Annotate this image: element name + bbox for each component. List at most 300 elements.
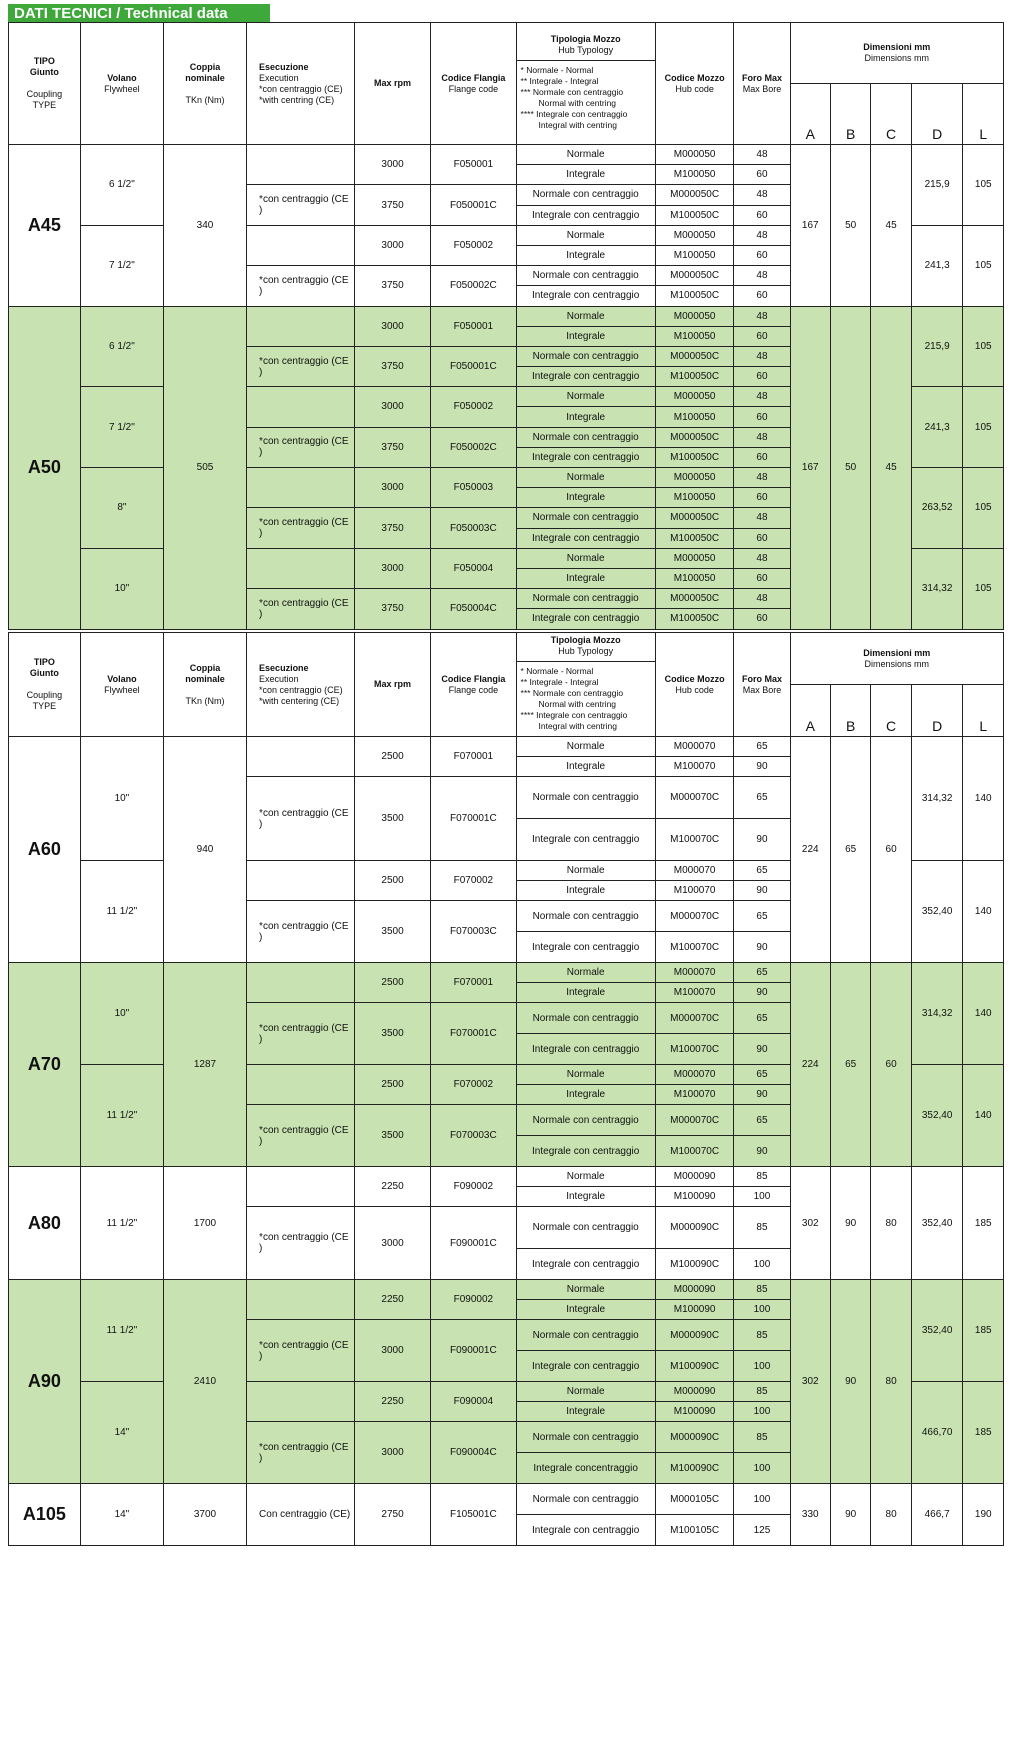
max-bore: 65 [734, 1065, 790, 1085]
hub-typology: Integrale [516, 983, 655, 1003]
header-tipologia-mozzo [516, 633, 655, 737]
max-bore: 60 [734, 609, 790, 629]
hub-typology: Integrale con centraggio [516, 367, 655, 387]
nominal-torque: 2410 [163, 1280, 246, 1484]
header-dimensioni [790, 23, 1003, 84]
header-esecuzione-line: *con centraggio (CE) [259, 684, 343, 695]
header-tipologia-title [517, 32, 655, 61]
dim-d: 352,40 [911, 1167, 963, 1280]
header-dimensioni-line: Dimensioni mm [863, 647, 931, 658]
hub-typology: Integrale concentraggio [516, 1453, 655, 1484]
header-esecuzione-line: Execution [259, 673, 299, 684]
execution: *con centraggio (CE ) [247, 1422, 355, 1484]
max-rpm: 2500 [354, 737, 430, 777]
max-bore: 65 [734, 901, 790, 932]
max-bore: 48 [734, 225, 790, 245]
execution [247, 468, 355, 508]
hub-code: M100070C [655, 1034, 734, 1065]
hub-typology: Integrale con centraggio [516, 205, 655, 225]
hub-code: M000050 [655, 225, 734, 245]
hub-code: M100090 [655, 1300, 734, 1320]
execution: *con centraggio (CE ) [247, 346, 355, 386]
execution [247, 1382, 355, 1422]
execution: *con centraggio (CE ) [247, 1003, 355, 1065]
flywheel-size: 11 1/2" [80, 1167, 163, 1280]
flange-code: F090002 [431, 1167, 516, 1207]
dim-a: 302 [790, 1167, 830, 1280]
max-rpm: 2500 [354, 963, 430, 1003]
dim-d: 314,32 [911, 548, 963, 629]
max-bore: 48 [734, 306, 790, 326]
dim-b: 90 [830, 1167, 870, 1280]
hub-typology: Normale con centraggio [516, 346, 655, 366]
dim-label-c: C [871, 84, 911, 145]
max-rpm: 3750 [354, 508, 430, 548]
max-rpm: 2250 [354, 1280, 430, 1320]
dim-c: 80 [871, 1280, 911, 1484]
flywheel-size: 14" [80, 1382, 163, 1484]
header-foro-max-line: Foro Max [741, 72, 782, 83]
hub-code: M100070 [655, 881, 734, 901]
hub-code: M100090 [655, 1187, 734, 1207]
flange-code: F070002 [431, 1065, 516, 1105]
hub-code: M100070 [655, 983, 734, 1003]
max-rpm: 3000 [354, 387, 430, 427]
header-codice-flangia-line: Flange code [448, 684, 499, 695]
hub-code: M000050C [655, 346, 734, 366]
flywheel-size: 7 1/2" [80, 387, 163, 468]
max-rpm: 3000 [354, 225, 430, 265]
max-bore: 125 [734, 1515, 790, 1546]
technical-data-table-1 [8, 22, 1004, 630]
dim-a: 224 [790, 737, 830, 963]
header-coppia-line: TKn (Nm) [185, 94, 225, 105]
max-bore: 85 [734, 1382, 790, 1402]
flywheel-size: 11 1/2" [80, 1280, 163, 1382]
dim-d: 466,7 [911, 1484, 963, 1546]
hub-typology: Normale con centraggio [516, 1484, 655, 1515]
execution [247, 963, 355, 1003]
max-rpm: 3750 [354, 185, 430, 225]
header-row [9, 23, 1004, 84]
dim-c: 60 [871, 963, 911, 1167]
max-rpm: 2250 [354, 1382, 430, 1422]
flywheel-size: 8" [80, 468, 163, 549]
dim-l: 140 [963, 1065, 1004, 1167]
hub-code: M100070 [655, 1085, 734, 1105]
dim-d: 215,9 [911, 145, 963, 226]
max-bore: 60 [734, 245, 790, 265]
hub-code: M100050 [655, 326, 734, 346]
hub-legend-item: *** Normale con centraggio [520, 87, 624, 97]
hub-code: M100050 [655, 568, 734, 588]
hub-typology: Integrale con centraggio [516, 1136, 655, 1167]
hub-legend [517, 662, 655, 736]
dim-b: 50 [830, 145, 870, 307]
dim-l: 185 [963, 1167, 1004, 1280]
header-codice-mozzo [655, 633, 734, 737]
hub-typology: Normale [516, 306, 655, 326]
hub-typology: Normale con centraggio [516, 185, 655, 205]
max-bore: 65 [734, 1003, 790, 1034]
dim-l: 185 [963, 1382, 1004, 1484]
header-max-rpm [354, 23, 430, 145]
max-bore: 48 [734, 266, 790, 286]
max-bore: 60 [734, 407, 790, 427]
hub-typology: Normale con centraggio [516, 508, 655, 528]
header-volano [80, 23, 163, 145]
max-bore: 85 [734, 1207, 790, 1249]
hub-typology: Integrale [516, 757, 655, 777]
hub-typology: Normale [516, 963, 655, 983]
hub-typology: Normale con centraggio [516, 1207, 655, 1249]
dim-c: 80 [871, 1167, 911, 1280]
hub-code: M100050C [655, 447, 734, 467]
header-codice-flangia [431, 23, 516, 145]
flange-code: F050003C [431, 508, 516, 548]
header-esecuzione-line: *with centering (CE) [259, 695, 340, 706]
dim-a: 167 [790, 145, 830, 307]
header-coppia-line: Coppia [189, 61, 221, 72]
flywheel-size: 10" [80, 737, 163, 861]
hub-typology: Integrale [516, 1300, 655, 1320]
header-codice-mozzo [655, 23, 734, 145]
dim-c: 60 [871, 737, 911, 963]
hub-legend-item: ** Integrale - Integral [520, 76, 599, 86]
coupling-type: A45 [9, 145, 81, 307]
header-row [9, 633, 1004, 685]
hub-typology: Normale con centraggio [516, 427, 655, 447]
header-dimensioni [790, 633, 1003, 685]
hub-legend-item: ** Integrale - Integral [520, 677, 599, 687]
hub-typology: Integrale [516, 488, 655, 508]
dim-d: 314,32 [911, 737, 963, 861]
execution [247, 387, 355, 427]
table-row [9, 306, 1004, 326]
execution [247, 548, 355, 588]
dim-c: 45 [871, 306, 911, 629]
flange-code: F090001C [431, 1320, 516, 1382]
execution: *con centraggio (CE ) [247, 185, 355, 225]
hub-code: M000050C [655, 427, 734, 447]
hub-typology: Integrale [516, 245, 655, 265]
flange-code: F050004 [431, 548, 516, 588]
max-bore: 65 [734, 777, 790, 819]
flange-code: F105001C [431, 1484, 516, 1546]
header-max-rpm [354, 633, 430, 737]
header-foro-max-line: Max Bore [742, 83, 782, 94]
header-codice-flangia-line: Flange code [448, 83, 499, 94]
dim-a: 302 [790, 1280, 830, 1484]
hub-code: M000070 [655, 1065, 734, 1085]
hub-typology: Integrale [516, 568, 655, 588]
max-bore: 60 [734, 165, 790, 185]
header-tipo-line: TIPO [33, 56, 55, 66]
max-bore: 100 [734, 1402, 790, 1422]
flywheel-size: 10" [80, 548, 163, 629]
hub-code: M000050C [655, 508, 734, 528]
flywheel-size: 14" [80, 1484, 163, 1546]
dim-d: 241,3 [911, 387, 963, 468]
flange-code: F070003C [431, 1105, 516, 1167]
header-tipo [9, 633, 81, 737]
dim-label-c: C [871, 685, 911, 737]
hub-code: M100070C [655, 932, 734, 963]
hub-typology: Normale [516, 387, 655, 407]
dim-label-d: D [911, 685, 963, 737]
header-esecuzione-line: Esecuzione [259, 662, 309, 673]
hub-code: M000090C [655, 1207, 734, 1249]
header-tipologia-line: Hub Typology [558, 45, 614, 55]
header-coppia-line: TKn (Nm) [185, 695, 225, 706]
dim-b: 65 [830, 963, 870, 1167]
max-rpm: 3500 [354, 1003, 430, 1065]
header-coppia-line: nominale [185, 673, 225, 684]
hub-legend-item: * Normale - Normal [520, 65, 594, 75]
dim-label-a: A [790, 84, 830, 145]
header-foro-max [734, 633, 790, 737]
dim-b: 50 [830, 306, 870, 629]
header-max-rpm-line: Max rpm [374, 679, 412, 689]
dim-d: 352,40 [911, 1065, 963, 1167]
dim-l: 105 [963, 145, 1004, 226]
max-bore: 60 [734, 326, 790, 346]
flange-code: F050001C [431, 346, 516, 386]
header-tipo [9, 23, 81, 145]
hub-typology: Normale con centraggio [516, 589, 655, 609]
header-tipologia-line: Hub Typology [558, 646, 614, 656]
hub-typology: Normale con centraggio [516, 777, 655, 819]
hub-typology: Normale [516, 737, 655, 757]
coupling-type: A80 [9, 1167, 81, 1280]
dim-label-b: B [830, 685, 870, 737]
header-codice-flangia-line: Codice Flangia [441, 673, 506, 684]
max-bore: 48 [734, 468, 790, 488]
flange-code: F050002C [431, 266, 516, 306]
table-row [9, 963, 1004, 983]
max-bore: 48 [734, 387, 790, 407]
dim-c: 45 [871, 145, 911, 307]
execution: *con centraggio (CE ) [247, 777, 355, 861]
hub-code: M000050C [655, 185, 734, 205]
execution [247, 1065, 355, 1105]
dim-l: 105 [963, 548, 1004, 629]
header-tipo-line: TYPE [32, 701, 57, 711]
execution: *con centraggio (CE ) [247, 1105, 355, 1167]
hub-typology: Normale [516, 1280, 655, 1300]
header-codice-mozzo-line: Hub code [675, 684, 714, 695]
hub-code: M100050C [655, 609, 734, 629]
max-bore: 90 [734, 819, 790, 861]
hub-code: M100050C [655, 286, 734, 306]
coupling-type: A70 [9, 963, 81, 1167]
hub-typology: Integrale con centraggio [516, 1351, 655, 1382]
hub-code: M100050 [655, 488, 734, 508]
flange-code: F090001C [431, 1207, 516, 1280]
header-max-rpm-line: Max rpm [374, 78, 412, 88]
hub-code: M000070 [655, 737, 734, 757]
header-tipo-line: Giunto [29, 668, 59, 678]
max-bore: 60 [734, 447, 790, 467]
hub-typology: Normale [516, 468, 655, 488]
max-rpm: 3000 [354, 548, 430, 588]
hub-legend-item: *** Normale con centraggio [520, 688, 624, 698]
dim-d: 352,40 [911, 1280, 963, 1382]
nominal-torque: 1700 [163, 1167, 246, 1280]
max-rpm: 3500 [354, 1105, 430, 1167]
nominal-torque: 3700 [163, 1484, 246, 1546]
flange-code: F050002 [431, 225, 516, 265]
max-bore: 90 [734, 881, 790, 901]
hub-code: M100050C [655, 367, 734, 387]
execution: *con centraggio (CE ) [247, 1320, 355, 1382]
header-codice-mozzo-line: Codice Mozzo [664, 72, 725, 83]
table-row [9, 1167, 1004, 1187]
hub-code: M000090 [655, 1280, 734, 1300]
hub-typology: Normale [516, 1065, 655, 1085]
header-foro-max-line: Max Bore [742, 684, 782, 695]
flange-code: F090004 [431, 1382, 516, 1422]
flange-code: F050002C [431, 427, 516, 467]
dim-l: 190 [963, 1484, 1004, 1546]
hub-code: M100090 [655, 1402, 734, 1422]
dim-label-l: L [963, 685, 1004, 737]
hub-typology: Normale [516, 861, 655, 881]
hub-typology: Normale [516, 1167, 655, 1187]
max-bore: 60 [734, 286, 790, 306]
flange-code: F090002 [431, 1280, 516, 1320]
hub-code: M000050 [655, 145, 734, 165]
header-volano-line: Flywheel [104, 684, 140, 695]
max-bore: 90 [734, 932, 790, 963]
dim-l: 105 [963, 387, 1004, 468]
max-rpm: 3000 [354, 145, 430, 185]
hub-typology: Normale [516, 225, 655, 245]
max-bore: 48 [734, 589, 790, 609]
flywheel-size: 11 1/2" [80, 1065, 163, 1167]
header-coppia [163, 633, 246, 737]
header-codice-flangia-line: Codice Flangia [441, 72, 506, 83]
header-esecuzione-line: Execution [259, 72, 299, 83]
hub-legend-item: Integral with centring [538, 721, 617, 731]
hub-typology: Integrale con centraggio [516, 1034, 655, 1065]
execution [247, 737, 355, 777]
header-tipo-line: TIPO [33, 657, 55, 667]
hub-code: M000090 [655, 1382, 734, 1402]
hub-typology: Integrale [516, 881, 655, 901]
max-rpm: 2500 [354, 861, 430, 901]
header-coppia-line: Coppia [189, 662, 221, 673]
flywheel-size: 11 1/2" [80, 861, 163, 963]
header-volano-line: Volano [107, 72, 137, 83]
max-bore: 48 [734, 185, 790, 205]
flange-code: F050003 [431, 468, 516, 508]
max-bore: 85 [734, 1320, 790, 1351]
max-bore: 90 [734, 757, 790, 777]
max-bore: 85 [734, 1280, 790, 1300]
max-bore: 100 [734, 1300, 790, 1320]
hub-legend-item: **** Integrale con centraggio [520, 109, 628, 119]
dim-d: 263,52 [911, 468, 963, 549]
flywheel-size: 7 1/2" [80, 225, 163, 306]
hub-code: M100105C [655, 1515, 734, 1546]
header-tipo-line: TYPE [32, 100, 57, 110]
max-rpm: 2250 [354, 1167, 430, 1207]
dim-l: 185 [963, 1280, 1004, 1382]
flange-code: F070003C [431, 901, 516, 963]
flywheel-size: 10" [80, 963, 163, 1065]
max-bore: 48 [734, 548, 790, 568]
hub-code: M000070C [655, 1105, 734, 1136]
header-esecuzione-line: *with centring (CE) [259, 94, 335, 105]
max-bore: 100 [734, 1249, 790, 1280]
hub-typology: Normale con centraggio [516, 901, 655, 932]
execution: *con centraggio (CE ) [247, 1207, 355, 1280]
execution [247, 145, 355, 185]
nominal-torque: 340 [163, 145, 246, 307]
hub-code: M000105C [655, 1484, 734, 1515]
hub-typology: Integrale [516, 1187, 655, 1207]
max-rpm: 3500 [354, 901, 430, 963]
max-rpm: 3750 [354, 346, 430, 386]
max-bore: 100 [734, 1187, 790, 1207]
hub-typology: Normale con centraggio [516, 1105, 655, 1136]
header-tipologia-mozzo [516, 23, 655, 145]
dim-label-l: L [963, 84, 1004, 145]
dim-l: 105 [963, 468, 1004, 549]
execution [247, 861, 355, 901]
hub-typology: Normale [516, 1382, 655, 1402]
max-bore: 60 [734, 488, 790, 508]
hub-code: M000070 [655, 963, 734, 983]
max-rpm: 3750 [354, 589, 430, 629]
flange-code: F070001 [431, 737, 516, 777]
execution [247, 1167, 355, 1207]
header-volano [80, 633, 163, 737]
dim-label-a: A [790, 685, 830, 737]
hub-typology: Normale con centraggio [516, 1003, 655, 1034]
header-dimensioni-line: Dimensions mm [864, 53, 930, 63]
dim-a: 224 [790, 963, 830, 1167]
nominal-torque: 505 [163, 306, 246, 629]
max-rpm: 3000 [354, 1320, 430, 1382]
header-dimensioni-line: Dimensions mm [864, 658, 930, 669]
max-rpm: 3000 [354, 306, 430, 346]
table-row [9, 1280, 1004, 1300]
hub-code: M100090C [655, 1453, 734, 1484]
dim-d: 314,32 [911, 963, 963, 1065]
execution: Con centraggio (CE) [247, 1484, 355, 1546]
hub-code: M100070C [655, 819, 734, 861]
nominal-torque: 940 [163, 737, 246, 963]
header-codice-mozzo-line: Hub code [675, 83, 714, 94]
hub-typology: Integrale con centraggio [516, 286, 655, 306]
header-codice-flangia [431, 633, 516, 737]
header-esecuzione [247, 633, 355, 737]
dim-b: 90 [830, 1280, 870, 1484]
section-banner: DATI TECNICI / Technical data [8, 4, 270, 24]
flange-code: F050001 [431, 145, 516, 185]
max-bore: 60 [734, 568, 790, 588]
dim-l: 140 [963, 737, 1004, 861]
max-bore: 100 [734, 1484, 790, 1515]
header-esecuzione [247, 23, 355, 145]
max-rpm: 2500 [354, 1065, 430, 1105]
hub-typology: Normale con centraggio [516, 1422, 655, 1453]
hub-typology: Integrale [516, 165, 655, 185]
hub-typology: Integrale con centraggio [516, 447, 655, 467]
header-tipologia-title [517, 633, 655, 662]
